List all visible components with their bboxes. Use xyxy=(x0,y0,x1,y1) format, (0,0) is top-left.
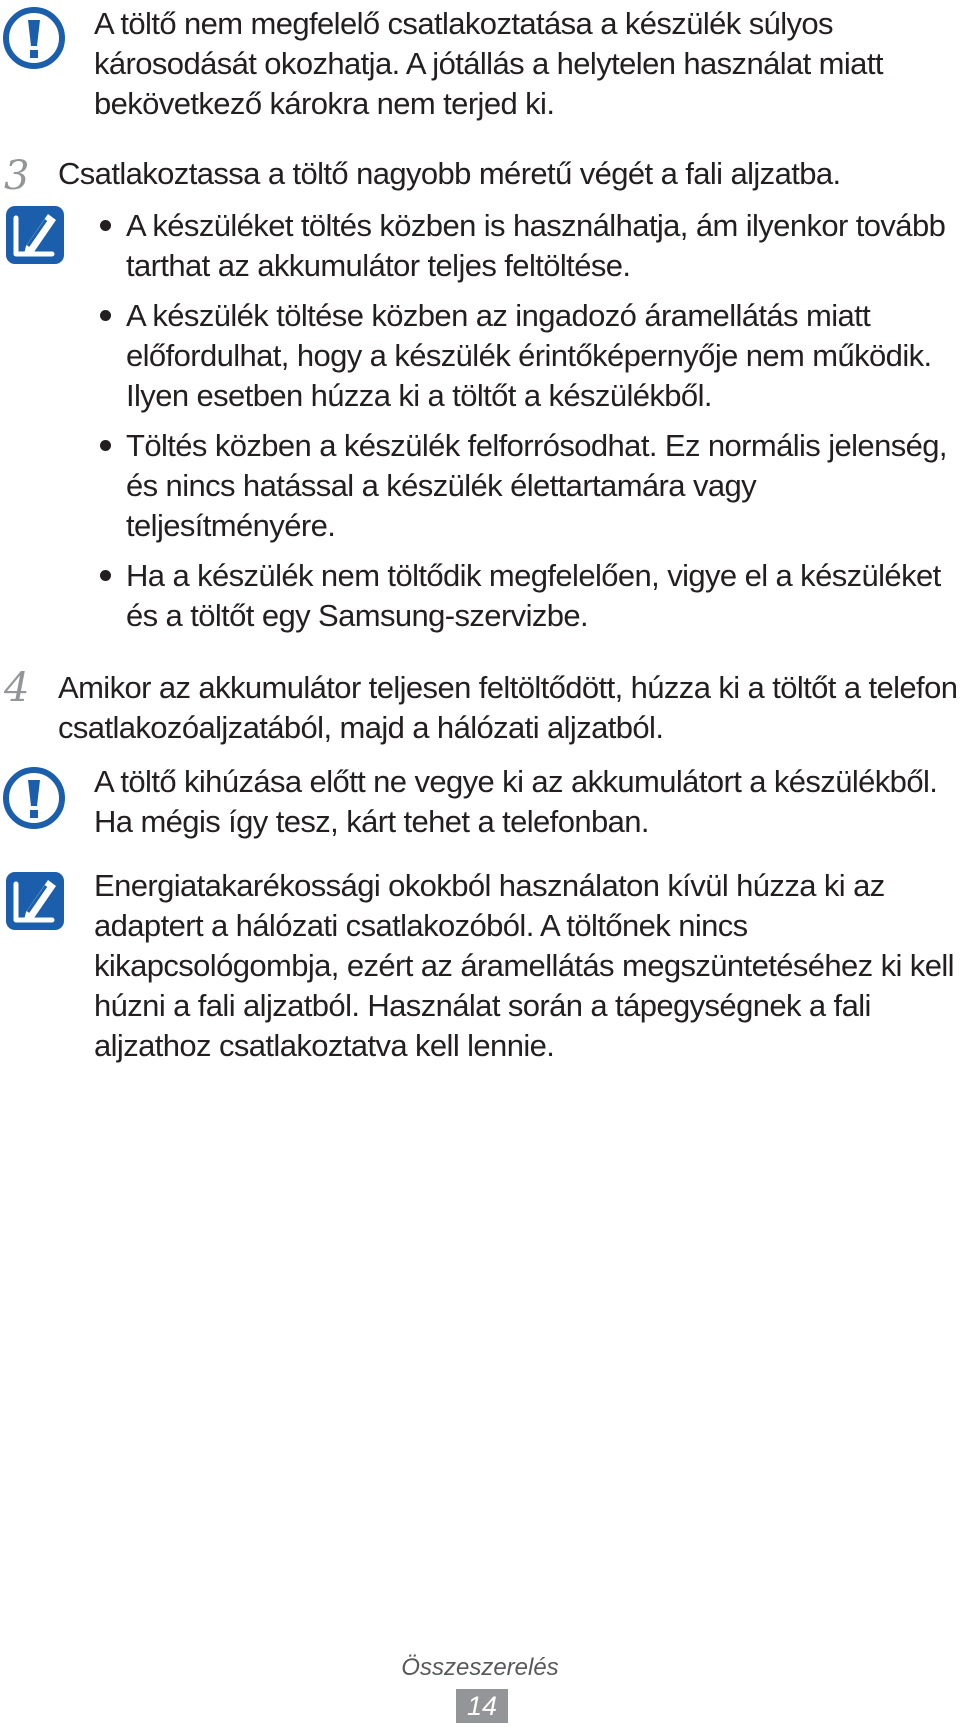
warning-exclamation-icon xyxy=(2,6,66,70)
bullet-icon xyxy=(100,440,111,451)
note-pencil-icon xyxy=(2,202,68,268)
warning-text-1: A töltő nem megfelelő csatlakoztatása a készülék súlyos károsodását okozhatja. A jótállás a helytelen használat miatt bekövetkező károkra nem terjed ki. xyxy=(94,6,883,121)
list-item: A készüléket töltés közben is használhatja, ám ilyenkor tovább tarthat az akkumulátor teljes feltöltése. xyxy=(100,206,958,286)
note-pencil-icon xyxy=(2,868,68,934)
note-bullet-list xyxy=(100,206,958,646)
bullet-icon xyxy=(100,570,111,581)
warning-exclamation-icon xyxy=(2,766,66,830)
list-item: A készülék töltése közben az ingadozó áramellátás miatt előfordulhat, hogy a készülék érintőképernyője nem működik. Ilyen esetben húzza ki a töltőt a készülékből. xyxy=(100,296,958,416)
bullet-icon xyxy=(100,220,111,231)
page-number-badge: 14 xyxy=(456,1689,508,1723)
list-item: Ha a készülék nem töltődik megfelelően, vigye el a készüléket és a töltőt egy Samsung-szervizbe. xyxy=(100,556,958,636)
list-item: Töltés közben a készülék felforrósodhat. Ez normális jelenség, és nincs hatással a készülék élettartamára vagy teljesítményére. xyxy=(100,426,958,546)
step-text: Csatlakoztassa a töltő nagyobb méretű végét a fali aljzatba. xyxy=(58,156,841,191)
step-number: 4 xyxy=(4,665,30,711)
step-text: Amikor az akkumulátor teljesen feltöltődött, húzza ki a töltőt a telefon csatlakozóaljzatából, majd a hálózati aljzatból. xyxy=(58,670,958,745)
note-text-2: Energiatakarékossági okokból használaton kívül húzza ki az adaptert a hálózati csatlakozóból. A töltőnek nincs kikapcsológombja, ezért az áramellátás megszüntetéséhez ki kell húzni a fali aljzatból. Használat során a tápegységnek a fali aljzathoz csatlakoztatva kell lennie. xyxy=(94,868,954,1063)
step-number: 3 xyxy=(4,153,30,199)
bullet-icon xyxy=(100,310,111,321)
warning-text-2: A töltő kihúzása előtt ne vegye ki az akkumulátort a készülékből. Ha mégis így tesz, kárt tehet a telefonban. xyxy=(94,764,938,839)
section-title: Összeszerelés xyxy=(401,1654,559,1681)
